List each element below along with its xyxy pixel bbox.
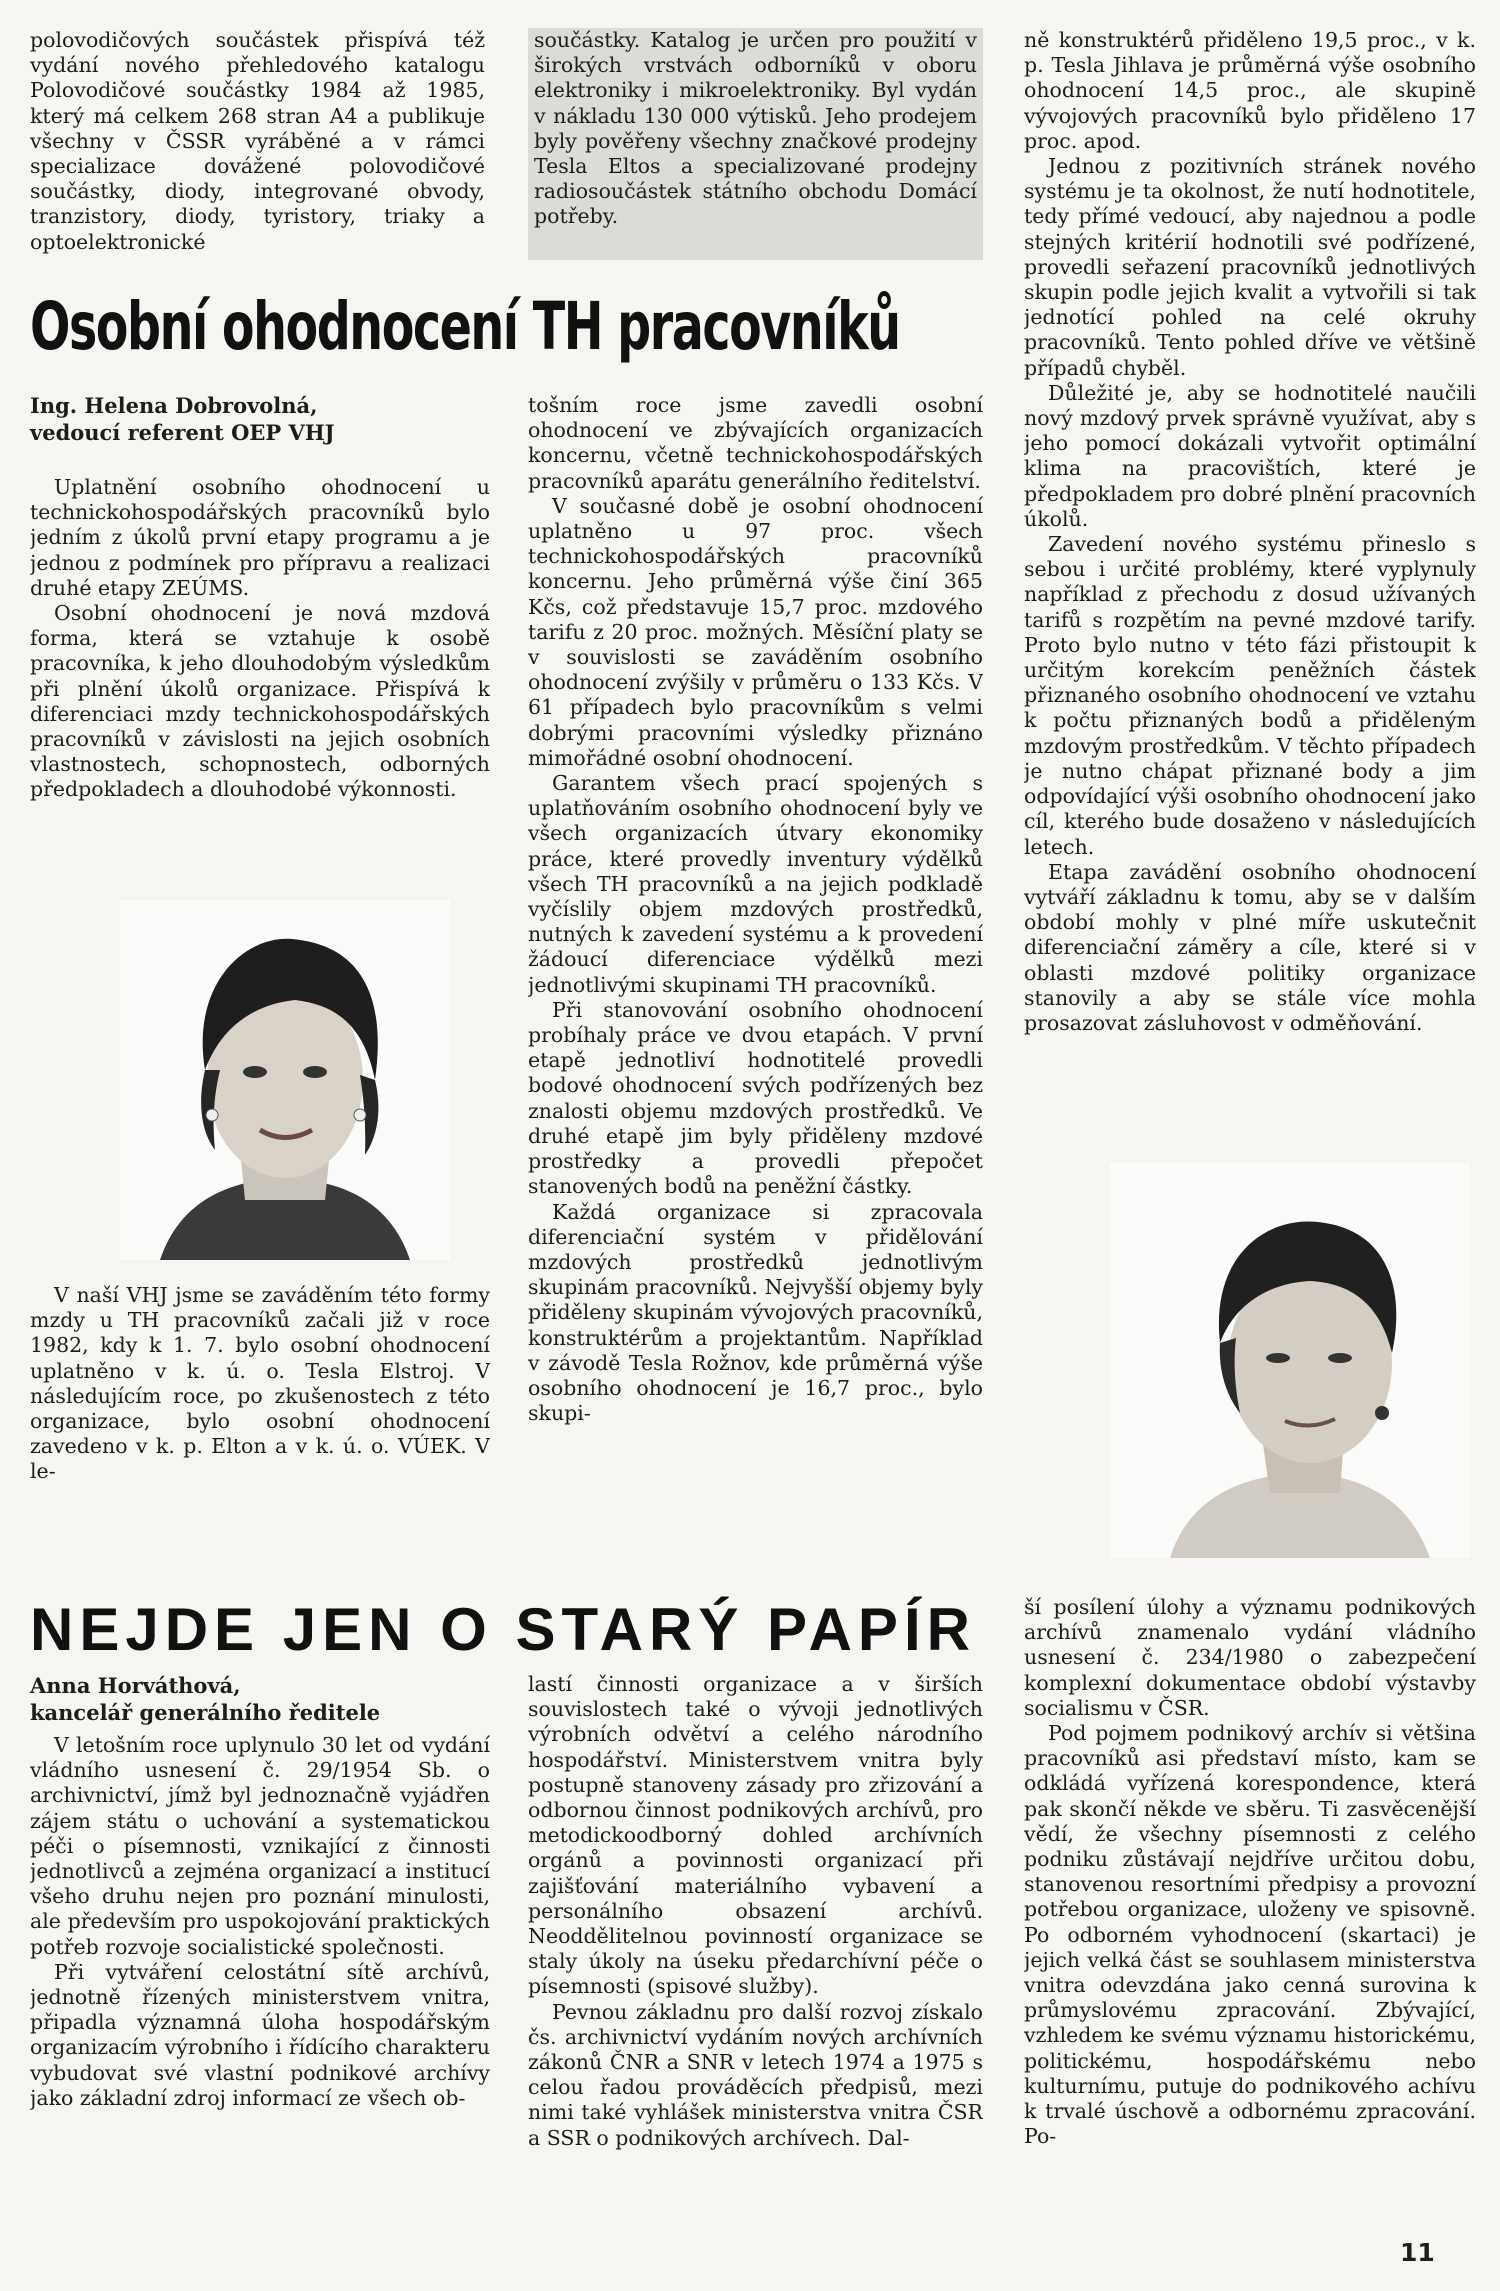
portrait-photo-right xyxy=(1110,1163,1470,1558)
article1-column-1b xyxy=(30,1283,490,1548)
article2-col1-p1: V letošním roce uplynulo 30 let od vydání vládního usnesení č. 29/1954 Sb. o archivnictví, jímž byl jednoznačně vyjádřen zájem státu o uchování a systematickou péči o písemnosti, vznikající z činnosti jednotlivců a zejména organizací a institucí všeho druhu nejen pro poznání minulosti, ale především pro uspokojování praktických potřeb rozvoje socialistické společnosti. xyxy=(30,1733,490,1959)
portrait-woman-2-icon xyxy=(1110,1163,1470,1558)
top-column-2 xyxy=(528,28,983,260)
article1-col3-p2: Jednou z pozitivních stránek nového systému je ta okolnost, že nutí hodnotitele, tedy přímé vedoucí, aby najednou a podle stejných kritérií hodnotili své podřízené, provedli seřazení pracovníků jednotlivých skupin podle jejich kvalit a vytvořili si tak jednotící pohled na celé okruhy pracovníků. Tento pohled dříve ve většině případů chyběl. xyxy=(1024,154,1476,380)
article1-col1-p1: Uplatnění osobního ohodnocení u technickohospodářských pracovníků bylo jedním z úkolů první etapy programu a je jednou z podmínek pro přípravu a realizaci druhé etapy ZEÚMS. xyxy=(30,475,490,600)
article1-col1-p2: Osobní ohodnocení je nová mzdová forma, která se vztahuje k osobě pracovníka, k jeho dlouhodobým výsledkům při plnění úkolů organizace. Přispívá k diferenciaci mzdy technickohospodářských pracovníků v závislosti na jejich osobních vlastnostech, schopnostech, odborných předpokladech a dlouhodobé výkonnosti. xyxy=(30,601,490,802)
portrait-photo-dobrovolna xyxy=(120,900,450,1260)
article2-author-role: kancelář generálního ředitele xyxy=(30,1700,381,1725)
page-number: 11 xyxy=(1400,2238,1435,2267)
article1-col2-p2: V současné době je osobní ohodnocení uplatněno u 97 proc. všech technickohospodářských pracovníků koncernu. Jeho průměrná výše činí 365 Kčs, což představuje 15,7 proc. mzdového tarifu z 20 proc. možných. Měsíční platy se v souvislosti se zaváděním osobního ohodnocení zvýšily v průměru o 133 Kčs. V 61 případech bylo pracovníkům s velmi dobrými pracovními výsledky přiznáno mimořádné osobní ohodnocení. xyxy=(528,493,983,770)
article1-col3-p5: Etapa zavádění osobního ohodnocení vytváří základnu k tomu, aby se v dalším období mohly v plné míře uskutečnit diferenciační záměry a cíle, které si v oblasti mzdové politiky organizace stanovily a aby se stále více mohla prosazovat zásluhovost v odměňování. xyxy=(1024,859,1476,1035)
article2-column-2 xyxy=(528,1672,983,2262)
article2-byline xyxy=(30,1672,490,1726)
article1-headline: Osobní ohodnocení TH pracovníků xyxy=(30,288,900,365)
article2-col2-p1: lastí činnosti organizace a v širších souvislostech také o vývoji jednotlivých výrobních odvětví a celého národního hospodářství. Ministerstvem vnitra byly postupně stanoveny zásady pro zřizování a odbornou činnost podnikových archívů, pro metodickoodborný dohled archívních orgánů a povinnosti organizací při zajišťování materiálního vybavení a personálního obsazení archívů. Neoddělitelnou povinností organizace se staly úkoly na úseku předarchívní péče o písemnosti (spisové služby). xyxy=(528,1672,983,1999)
article1-byline xyxy=(30,392,490,446)
article2-column-1 xyxy=(30,1733,490,2263)
article1-col3-p4: Zavedení nového systému přineslo s sebou i určité problémy, které vyplynuly například z přechodu z dosud užívaných tarifů s rozpětím na pevné mzdové tarify. Proto bylo nutno v této fázi přistoupit k určitým korekcím peněžních částek přiznaného osobního ohodnocení ve vztahu k počtu přiznaných bodů a přiděleným mzdovým prostředkům. V těchto případech je nutno chápat přiznané body a jim odpovídající výši osobního ohodnocení jako cíl, kterého bude dosaženo v následujících letech. xyxy=(1024,532,1476,859)
article1-col1-p3: V naší VHJ jsme se zaváděním této formy mzdy u TH pracovníků začali již v roce 1982, kdy k 1. 7. bylo osobní ohodnocení uplatněno v k. ú. o. Tesla Elstroj. V následujícím roce, po zkušenostech z této organizace, bylo osobní ohodnocení zavedeno v k. p. Elton a v k. ú. o. VÚEK. V le- xyxy=(30,1283,490,1484)
article1-col2-p1: tošním roce jsme zavedli osobní ohodnocení ve zbývajících organizacích koncernu, včetně technickohospodářských pracovníků aparátu generálního ředitelství. xyxy=(528,393,983,493)
article1-col3-p1: ně konstruktérů přiděleno 19,5 proc., v k. p. Tesla Jihlava je průměrná výše osobního ohodnocení 14,5 proc., ale skupině vývojových pracovníků bylo přiděleno 17 proc. apod. xyxy=(1024,28,1476,153)
article2-column-3 xyxy=(1024,1595,1476,2225)
article1-column-3 xyxy=(1024,28,1476,1108)
article1-col3-p3: Důležité je, aby se hodnotitelé naučili nový mzdový prvek správně využívat, aby s jeho pomocí dokázali vytvořit optimální klima na pracovištích, které je předpokladem pro dobré plnění pracovních úkolů. xyxy=(1024,380,1476,531)
top-col2-text: součástky. Katalog je určen pro použití v širokých vrstvách odborníků v oboru elektroniky i mikroelektroniky. Byl vydán v nákladu 130 000 výtisků. Jeho prodejem byly pověřeny všechny značkové prodejny Tesla Eltos a specializované prodejny radiosoučástek státního obchodu Domácí potřeby. xyxy=(534,28,977,229)
article1-author-name: Ing. Helena Dobrovolná, xyxy=(30,393,318,418)
article1-author-role: vedoucí referent OEP VHJ xyxy=(30,420,335,445)
article1-col2-p4: Při stanovování osobního ohodnocení probíhaly práce ve dvou etapách. V první etapě jednotliví hodnotitelé provedli bodové ohodnocení svých podřízených bez znalosti objemu mzdových prostředků. Ve druhé etapě jim byly přiděleny mzdové prostředky a provedli přepočet stanovených bodů na peněžní částky. xyxy=(528,997,983,1199)
portrait-woman-1-icon xyxy=(120,900,450,1260)
article1-col2-p3: Garantem všech prací spojených s uplatňováním osobního ohodnocení byly ve všech organizacích útvary ekonomiky práce, které provedly inventury výdělků všech TH pracovníků a na jejich podkladě vyčíslily objem mzdových prostředků, nutných k zavedení systému a k provedení žádoucí diferenciace výdělků mezi jednotlivými skupinami TH pracovníků. xyxy=(528,771,983,997)
article1-column-1a xyxy=(30,475,490,870)
article2-author-name: Anna Horváthová, xyxy=(30,1673,241,1698)
article1-col2-p5: Každá organizace si zpracovala diferenciační systém v přidělování mzdových prostředků jednotlivým skupinám pracovníků. Nejvyšší objemy byly přiděleny skupinám vývojových pracovníků, konstruktérům a projektantům. Například v závodě Tesla Rožnov, kde průměrná výše osobního ohodnocení je 16,7 proc., bylo skupi- xyxy=(528,1199,983,1426)
article2-col1-p2: Při vytváření celostátní sítě archívů, jednotně řízených ministerstvem vnitra, připadla významná úloha hospodářským organizacím výrobního i řídícího charakteru vybudovat své vlastní podnikové archívy jako základní zdroj informací ze všech ob- xyxy=(30,1959,490,2110)
article2-headline: NEJDE JEN O STARÝ PAPÍR xyxy=(30,1596,976,1663)
article2-col2-p2: Pevnou základnu pro další rozvoj získalo čs. archivnictví vydáním nových archívních zákonů ČNR a SNR v letech 1974 a 1975 s celou řadou prováděcích předpisů, mezi nimi také vyhlášek ministerstva vnitra ČSR a SSR o podnikových archívech. Dal- xyxy=(528,1999,983,2150)
article2-col3-p2: Pod pojmem podnikový archív si většina pracovníků asi představí místo, kam se odkládá vyřízená korespondence, která pak skončí někde ve sběru. Ti zasvěcenější vědí, že všechny písemnosti z celého podniku zůstávají nejdříve určitou dobu, stanovenou resortními předpisy a provozní potřebou organizace, uloženy ve spisovně. Po odborném vyhodnocení (skartaci) je jejich velká část se souhlasem ministerstva vnitra odevzdána jako cenná surovina k průmyslovému zpracování. Zbývající, vzhledem ke svému významu historickému, politickému, hospodářskému nebo kulturnímu, putuje do podnikového achívu k trvalé úschově a odbornému zpracování. Po- xyxy=(1024,1721,1476,2149)
top-col1-text: polovodičových součástek přispívá též vydání nového přehledového katalogu Polovodičové součástky 1984 až 1985, který má celkem 268 stran A4 a publikuje všechny v ČSSR vyráběné a v rámci specializace dovážené polovodičové součástky, diody, integrované obvody, tranzistory, diody, tyristory, triaky a optoelektronické xyxy=(30,28,485,254)
article2-col3-p1: ší posílení úlohy a významu podnikových archívů znamenalo vydání vládního usnesení č. 234/1980 o zabezpečení komplexní dokumentace období výstavby socialismu v ČSR. xyxy=(1024,1595,1476,1720)
top-column-1 xyxy=(30,28,485,268)
article1-column-2 xyxy=(528,393,983,1553)
